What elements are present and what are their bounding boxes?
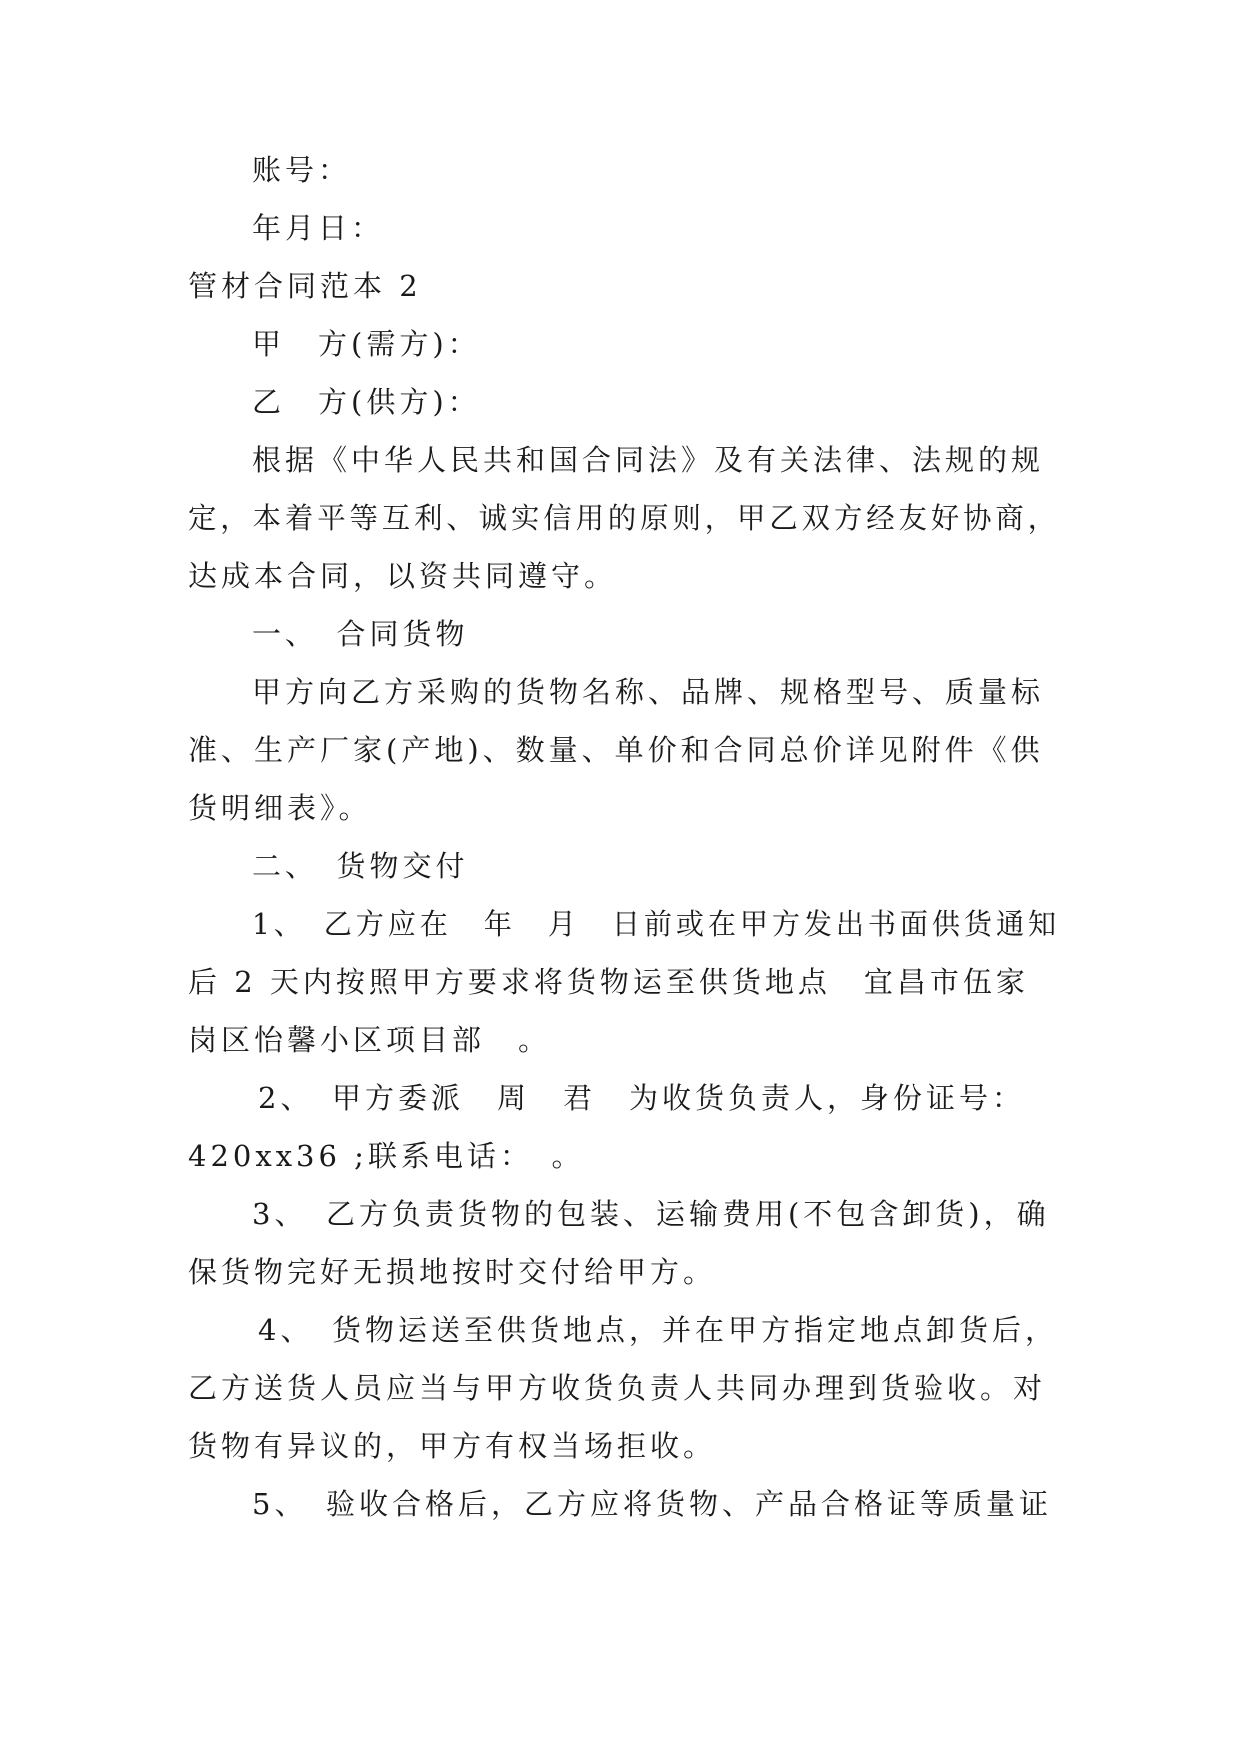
section-1-line-1: 甲方向乙方采购的货物名称、品牌、规格型号、质量标 <box>252 675 1045 709</box>
section-1-heading: 一、 合同货物 <box>252 617 469 651</box>
preamble-line-1: 根据《中华人民共和国合同法》及有关法律、法规的规 <box>252 443 1045 477</box>
section-1-line-3: 货明细表》。 <box>188 791 372 825</box>
clause-1-line-2: 后 2 天内按照甲方要求将货物运至供货地点 宜昌市伍家 <box>188 965 1029 999</box>
clause-2-line-2: 420xx36 ;联系电话： 。 <box>188 1139 585 1173</box>
party-a-label: 甲 方(需方)： <box>252 327 481 361</box>
preamble-line-2: 定，本着平等互利、诚实信用的原则，甲乙双方经友好协商， <box>188 501 1061 535</box>
clause-1-line-1: 1、 乙方应在 年 月 日前或在甲方发出书面供货通知 <box>252 907 1060 941</box>
section-1-line-2: 准、生产厂家(产地)、数量、单价和合同总价详见附件《供 <box>188 733 1044 767</box>
preamble-line-3: 达成本合同，以资共同遵守。 <box>188 559 618 593</box>
clause-4-line-1: 4、 货物运送至供货地点，并在甲方指定地点卸货后， <box>258 1313 1058 1347</box>
clause-3-line-2: 保货物完好无损地按时交付给甲方。 <box>188 1255 717 1289</box>
account-number-label: 账号： <box>252 153 352 187</box>
clause-1-line-3: 岗区怡馨小区项目部 。 <box>188 1023 552 1057</box>
clause-2-line-1: 2、 甲方委派 周 君 为收货负责人，身份证号： <box>258 1081 1025 1115</box>
contract-title: 管材合同范本 2 <box>188 269 422 303</box>
section-2-heading: 二、 货物交付 <box>252 849 469 883</box>
party-b-label: 乙 方(供方)： <box>252 385 481 419</box>
clause-3-line-1: 3、 乙方负责货物的包装、运输费用(不包含卸货)，确 <box>252 1197 1050 1231</box>
clause-5-line-1: 5、 验收合格后，乙方应将货物、产品合格证等质量证 <box>252 1487 1052 1521</box>
clause-4-line-2: 乙方送货人员应当与甲方收货负责人共同办理到货验收。对 <box>188 1371 1047 1405</box>
clause-4-line-3: 货物有异议的，甲方有权当场拒收。 <box>188 1429 717 1463</box>
date-label: 年月日： <box>252 211 385 245</box>
